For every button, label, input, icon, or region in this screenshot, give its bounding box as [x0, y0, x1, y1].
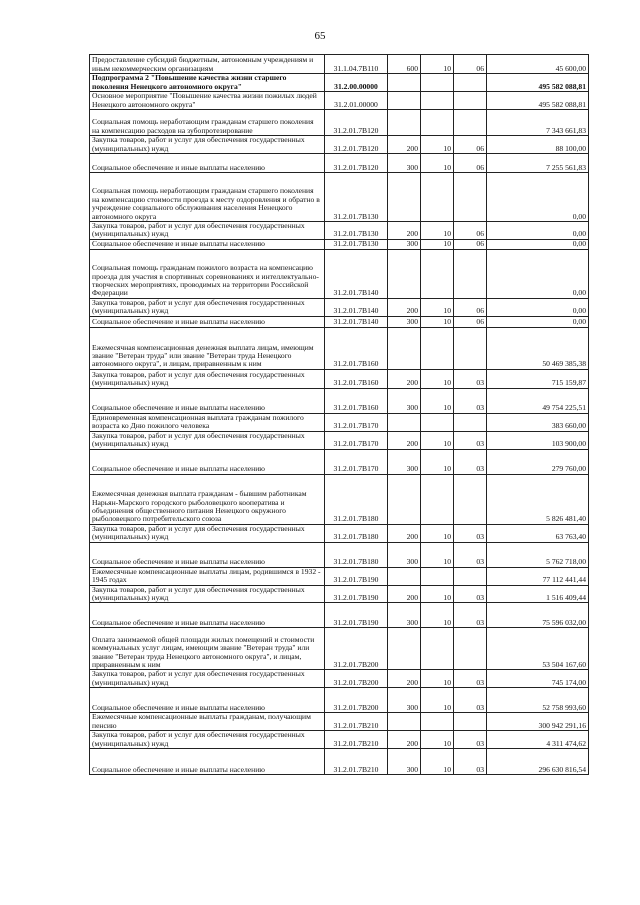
row-amount: 495 582 088,81: [487, 74, 589, 92]
row-expense-type: 300: [388, 316, 421, 327]
row-subsection: 06: [454, 239, 487, 249]
row-amount: 0,00: [487, 239, 589, 249]
row-section: [421, 173, 454, 222]
row-subsection: 03: [454, 731, 487, 749]
budget-table-body: [90, 55, 589, 775]
row-expense-type: [388, 110, 421, 136]
row-subsection: 06: [454, 154, 487, 173]
row-section: 10: [421, 239, 454, 249]
row-expense-type: 200: [388, 222, 421, 240]
row-expense-type: 600: [388, 55, 421, 74]
row-amount: 296 630 816,54: [487, 749, 589, 775]
table-row: [90, 688, 589, 713]
table-row: [90, 713, 589, 731]
row-amount: 0,00: [487, 173, 589, 222]
table-row: [90, 749, 589, 775]
row-section: [421, 713, 454, 731]
row-expense-type: [388, 413, 421, 431]
row-section: 10: [421, 542, 454, 567]
table-row: [90, 92, 589, 110]
row-subsection: 06: [454, 298, 487, 316]
row-section: 10: [421, 388, 454, 413]
row-code: 31.2.01.7В180: [325, 524, 388, 542]
row-section: 10: [421, 431, 454, 449]
row-code: 31.2.01.7В140: [325, 316, 388, 327]
row-name: Ежемесячная компенсационная денежная выплата лицам, имеющим звание "Ветеран труда" или звание "Ветеран труда Ненецкого автономного округа", и лицам, приравненным к ним: [90, 327, 325, 369]
row-expense-type: 200: [388, 585, 421, 603]
row-subsection: 03: [454, 670, 487, 688]
row-name: Закупка товаров, работ и услуг для обеспечения государственных (муниципальных) нужд: [90, 298, 325, 316]
row-amount: 300 942 291,16: [487, 713, 589, 731]
row-code: 31.2.01.7В130: [325, 222, 388, 240]
row-subsection: 03: [454, 749, 487, 775]
row-code: 31.2.00.00000: [325, 74, 388, 92]
row-section: [421, 628, 454, 670]
row-expense-type: [388, 327, 421, 369]
table-row: [90, 413, 589, 431]
row-expense-type: 300: [388, 749, 421, 775]
row-amount: 63 763,40: [487, 524, 589, 542]
row-name: Социальное обеспечение и иные выплаты населению: [90, 749, 325, 775]
row-expense-type: 200: [388, 670, 421, 688]
row-amount: 49 754 225,51: [487, 388, 589, 413]
row-amount: 103 900,00: [487, 431, 589, 449]
row-expense-type: [388, 567, 421, 585]
row-subsection: 06: [454, 316, 487, 327]
row-amount: 7 343 661,83: [487, 110, 589, 136]
row-expense-type: 300: [388, 688, 421, 713]
row-subsection: 03: [454, 688, 487, 713]
row-amount: 0,00: [487, 222, 589, 240]
row-amount: 745 174,00: [487, 670, 589, 688]
row-amount: 0,00: [487, 316, 589, 327]
row-subsection: [454, 327, 487, 369]
row-section: 10: [421, 222, 454, 240]
row-section: [421, 474, 454, 524]
row-amount: 75 596 032,00: [487, 603, 589, 628]
row-expense-type: 200: [388, 731, 421, 749]
row-section: [421, 327, 454, 369]
row-code: 31.2.01.7В200: [325, 670, 388, 688]
row-section: [421, 110, 454, 136]
row-name: Закупка товаров, работ и услуг для обеспечения государственных (муниципальных) нужд: [90, 670, 325, 688]
row-name: Социальная помощь неработающим гражданам старшего поколения на компенсацию расходов на зубопротезирование: [90, 110, 325, 136]
row-expense-type: [388, 249, 421, 298]
row-name: Предоставление субсидий бюджетным, автономным учреждениям и иным некоммерческим организациям: [90, 55, 325, 74]
row-code: 31.1.04.7В110: [325, 55, 388, 74]
row-code: 31.2.01.7В170: [325, 413, 388, 431]
row-section: 10: [421, 603, 454, 628]
row-section: 10: [421, 316, 454, 327]
row-code: 31.2.01.7В190: [325, 567, 388, 585]
budget-table: [89, 54, 589, 775]
row-subsection: 03: [454, 524, 487, 542]
row-code: 31.2.01.7В120: [325, 154, 388, 173]
row-name: Социальное обеспечение и иные выплаты населению: [90, 688, 325, 713]
row-amount: 45 600,00: [487, 55, 589, 74]
table-row: [90, 173, 589, 222]
table-row: [90, 388, 589, 413]
row-subsection: [454, 567, 487, 585]
row-name: Социальное обеспечение и иные выплаты населению: [90, 542, 325, 567]
row-name: Социальное обеспечение и иные выплаты населению: [90, 388, 325, 413]
row-expense-type: [388, 74, 421, 92]
row-amount: 5 762 718,00: [487, 542, 589, 567]
row-name: Социальная помощь гражданам пожилого возраста на компенсацию проезда для участия в спортивных соревнованиях и интеллектуально-творческих мероприятиях, проводимых на территории Российской Федерации: [90, 249, 325, 298]
row-name: Закупка товаров, работ и услуг для обеспечения государственных (муниципальных) нужд: [90, 585, 325, 603]
row-subsection: 06: [454, 136, 487, 154]
row-name: Закупка товаров, работ и услуг для обеспечения государственных (муниципальных) нужд: [90, 731, 325, 749]
row-code: 31.2.01.7В180: [325, 474, 388, 524]
row-section: 10: [421, 449, 454, 474]
row-expense-type: [388, 173, 421, 222]
row-name: Социальное обеспечение и иные выплаты населению: [90, 154, 325, 173]
table-row: [90, 731, 589, 749]
table-row: [90, 524, 589, 542]
row-name: Закупка товаров, работ и услуг для обеспечения государственных (муниципальных) нужд: [90, 136, 325, 154]
row-expense-type: [388, 92, 421, 110]
table-row: [90, 542, 589, 567]
row-code: 31.2.01.7В180: [325, 542, 388, 567]
row-subsection: [454, 173, 487, 222]
row-amount: 1 516 409,44: [487, 585, 589, 603]
page-number: 65: [314, 30, 326, 42]
row-subsection: [454, 713, 487, 731]
row-name: Ежемесячная денежная выплата гражданам - бывшим работникам Нарьян-Марского городского рыболовецкого кооператива и объединения общественного питания Ненецкого окружного рыболовецкого потребительского союза: [90, 474, 325, 524]
row-subsection: 03: [454, 369, 487, 388]
row-amount: 7 255 561,83: [487, 154, 589, 173]
row-expense-type: 200: [388, 369, 421, 388]
row-code: 31.2.01.7В160: [325, 388, 388, 413]
table-row: [90, 369, 589, 388]
row-subsection: [454, 249, 487, 298]
row-code: 31.2.01.7В130: [325, 239, 388, 249]
row-section: 10: [421, 688, 454, 713]
table-row: [90, 136, 589, 154]
row-amount: 50 469 385,38: [487, 327, 589, 369]
table-row: [90, 603, 589, 628]
row-subsection: 03: [454, 585, 487, 603]
table-row: [90, 628, 589, 670]
row-section: 10: [421, 136, 454, 154]
row-code: 31.2.01.7В120: [325, 136, 388, 154]
row-amount: 88 100,00: [487, 136, 589, 154]
row-section: 10: [421, 585, 454, 603]
row-name: Ежемесячные компенсационные выплаты лицам, родившимся в 1932 - 1945 годах: [90, 567, 325, 585]
row-amount: 5 826 481,40: [487, 474, 589, 524]
table-row: [90, 474, 589, 524]
row-expense-type: 200: [388, 298, 421, 316]
row-amount: 52 758 993,60: [487, 688, 589, 713]
row-expense-type: 200: [388, 431, 421, 449]
row-section: 10: [421, 731, 454, 749]
row-name: Социальное обеспечение и иные выплаты населению: [90, 449, 325, 474]
row-code: 31.2.01.7В140: [325, 298, 388, 316]
row-name: Социальная помощь неработающим гражданам старшего поколения на компенсацию стоимости проезда к месту оздоровления и обратно в учреждение социального обслуживания населения Ненецкого автономного округа: [90, 173, 325, 222]
row-name: Социальное обеспечение и иные выплаты населению: [90, 239, 325, 249]
row-code: 31.2.01.7В210: [325, 731, 388, 749]
row-subsection: [454, 92, 487, 110]
row-section: 10: [421, 298, 454, 316]
row-expense-type: 300: [388, 239, 421, 249]
table-row: [90, 316, 589, 327]
row-subsection: 03: [454, 388, 487, 413]
row-code: 31.2.01.7В190: [325, 603, 388, 628]
row-name: Социальное обеспечение и иные выплаты населению: [90, 603, 325, 628]
row-code: 31.2.01.7В130: [325, 173, 388, 222]
table-row: [90, 110, 589, 136]
row-expense-type: 300: [388, 154, 421, 173]
row-amount: 77 112 441,44: [487, 567, 589, 585]
row-code: 31.2.01.7В120: [325, 110, 388, 136]
row-name: Закупка товаров, работ и услуг для обеспечения государственных (муниципальных) нужд: [90, 369, 325, 388]
row-section: [421, 249, 454, 298]
row-expense-type: 300: [388, 603, 421, 628]
row-expense-type: [388, 628, 421, 670]
row-name: Социальное обеспечение и иные выплаты населению: [90, 316, 325, 327]
row-subsection: [454, 110, 487, 136]
row-code: 31.2.01.7В140: [325, 249, 388, 298]
row-amount: 53 504 167,60: [487, 628, 589, 670]
row-expense-type: 300: [388, 388, 421, 413]
row-name: Закупка товаров, работ и услуг для обеспечения государственных (муниципальных) нужд: [90, 524, 325, 542]
row-subsection: 06: [454, 222, 487, 240]
table-row: [90, 222, 589, 240]
table-row: [90, 327, 589, 369]
row-subsection: 03: [454, 603, 487, 628]
row-subsection: [454, 413, 487, 431]
row-subsection: 03: [454, 542, 487, 567]
table-row: [90, 567, 589, 585]
row-section: 10: [421, 154, 454, 173]
table-row: [90, 239, 589, 249]
row-section: 10: [421, 749, 454, 775]
row-subsection: [454, 628, 487, 670]
table-row: [90, 431, 589, 449]
row-subsection: 03: [454, 449, 487, 474]
row-section: [421, 74, 454, 92]
table-row: [90, 154, 589, 173]
row-name: Оплата занимаемой общей площади жилых помещений и стоимости коммунальных услуг лицам, имеющим звание "Ветеран труда" или звание "Ветеран труда Ненецкого автономного округа", и лицам, приравненным к ним: [90, 628, 325, 670]
row-code: 31.2.01.7В200: [325, 688, 388, 713]
row-amount: 0,00: [487, 298, 589, 316]
row-name: Закупка товаров, работ и услуг для обеспечения государственных (муниципальных) нужд: [90, 431, 325, 449]
row-section: 10: [421, 369, 454, 388]
row-subsection: [454, 474, 487, 524]
row-subsection: 03: [454, 431, 487, 449]
row-amount: 0,00: [487, 249, 589, 298]
row-code: 31.2.01.7В160: [325, 369, 388, 388]
row-code: 31.2.01.7В170: [325, 449, 388, 474]
row-section: [421, 92, 454, 110]
row-code: 31.2.01.00000: [325, 92, 388, 110]
table-row: [90, 249, 589, 298]
row-code: 31.2.01.7В200: [325, 628, 388, 670]
row-name: Основное мероприятие "Повышение качества жизни пожилых людей Ненецкого автономного округа": [90, 92, 325, 110]
table-row: [90, 74, 589, 92]
row-section: 10: [421, 670, 454, 688]
row-amount: 495 582 088,81: [487, 92, 589, 110]
row-code: 31.2.01.7В160: [325, 327, 388, 369]
row-expense-type: 300: [388, 542, 421, 567]
row-code: 31.2.01.7В190: [325, 585, 388, 603]
row-expense-type: 300: [388, 449, 421, 474]
row-section: [421, 413, 454, 431]
row-section: 10: [421, 55, 454, 74]
row-name: Подпрограмма 2 "Повышение качества жизни старшего поколения Ненецкого автономного округа": [90, 74, 325, 92]
row-name: Закупка товаров, работ и услуг для обеспечения государственных (муниципальных) нужд: [90, 222, 325, 240]
row-name: Единовременная компенсационная выплата гражданам пожилого возраста ко Дню пожилого человека: [90, 413, 325, 431]
row-code: 31.2.01.7В210: [325, 713, 388, 731]
table-row: [90, 449, 589, 474]
table-row: [90, 298, 589, 316]
row-amount: 279 760,00: [487, 449, 589, 474]
table-row: [90, 585, 589, 603]
row-subsection: 06: [454, 55, 487, 74]
row-expense-type: [388, 474, 421, 524]
row-section: 10: [421, 524, 454, 542]
row-subsection: [454, 74, 487, 92]
row-expense-type: 200: [388, 136, 421, 154]
row-amount: 383 660,00: [487, 413, 589, 431]
table-row: [90, 670, 589, 688]
row-expense-type: [388, 713, 421, 731]
row-name: Ежемесячные компенсационные выплаты гражданам, получающим пенсию: [90, 713, 325, 731]
row-amount: 715 159,87: [487, 369, 589, 388]
row-code: 31.2.01.7В210: [325, 749, 388, 775]
row-amount: 4 311 474,62: [487, 731, 589, 749]
table-row: [90, 55, 589, 74]
row-code: 31.2.01.7В170: [325, 431, 388, 449]
row-expense-type: 200: [388, 524, 421, 542]
row-section: [421, 567, 454, 585]
